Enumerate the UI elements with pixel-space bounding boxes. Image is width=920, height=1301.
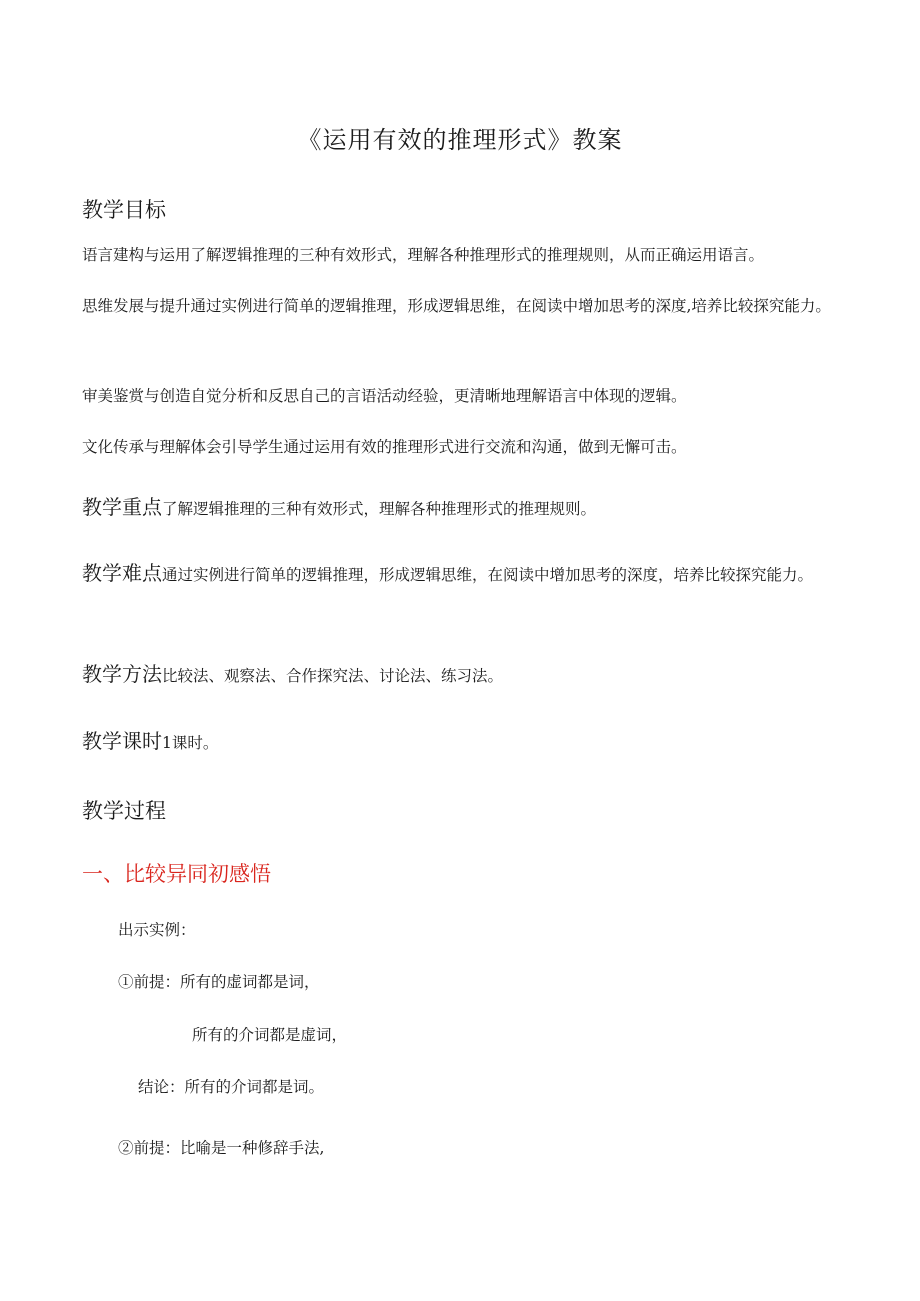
objective-item-language: 语言建构与运用了解逻辑推理的三种有效形式，理解各种推理形式的推理规则，从而正确运用语言。	[82, 246, 765, 264]
hours-label: 教学课时	[82, 729, 162, 753]
difficulties-paragraph	[82, 550, 842, 598]
methods-text: 比较法、观察法、合作探究法、讨论法、练习法。	[162, 667, 504, 685]
example-2-premise-1: ②前提：比喻是一种修辞手法,	[118, 1139, 325, 1157]
key-points-paragraph	[82, 486, 842, 531]
process-heading: 教学过程	[82, 799, 166, 823]
example-1-premise-1: ①前提：所有的虚词都是词，	[118, 973, 320, 991]
objective-item-culture: 文化传承与理解体会引导学生通过运用有效的推理形式进行交流和沟通，做到无懈可击。	[82, 438, 687, 456]
methods-paragraph	[82, 653, 842, 698]
objectives-heading: 教学目标	[82, 198, 166, 222]
document-title: 《运用有效的推理形式》教案	[297, 126, 623, 154]
key-points-text: 了解逻辑推理的三种有效形式，理解各种推理形式的推理规则。	[162, 500, 597, 518]
methods-label: 教学方法	[82, 662, 162, 686]
key-points-label: 教学重点	[82, 495, 162, 519]
difficulties-label: 教学难点	[82, 561, 162, 585]
examples-intro: 出示实例：	[118, 921, 196, 939]
objective-item-thinking: 思维发展与提升通过实例进行简单的逻辑推理，形成逻辑思维，在阅读中增加思考的深度,培养比较探究能力。	[82, 297, 831, 315]
section-1-title: 一、比较异同初感悟	[82, 862, 271, 886]
difficulties-text: 通过实例进行简单的逻辑推理，形成逻辑思维，在阅读中增加思考的深度，培养比较探究能力。	[162, 566, 814, 584]
example-1-conclusion: 结论：所有的介词都是词。	[138, 1078, 325, 1096]
objective-item-aesthetic: 审美鉴赏与创造自觉分析和反思自己的言语活动经验，更清晰地理解语言中体现的逻辑。	[82, 387, 687, 405]
hours-paragraph	[82, 720, 842, 765]
hours-text: 1课时。	[162, 734, 219, 752]
example-1-premise-2: 所有的介词都是虚词，	[192, 1026, 348, 1044]
